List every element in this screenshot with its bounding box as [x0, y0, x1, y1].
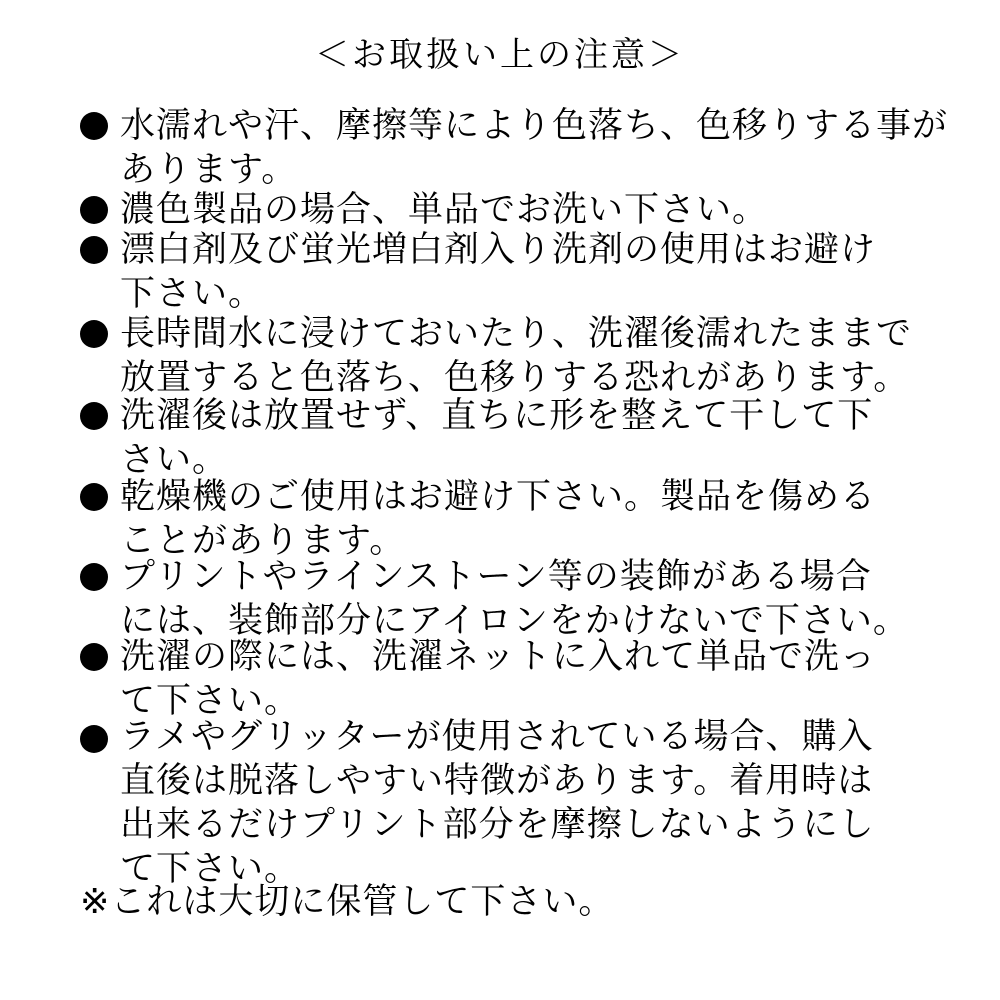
notice-line: ラメやグリッターが使用されている場合、購入 — [120, 717, 874, 757]
notice-line: 漂白剤及び蛍光増白剤入り洗剤の使用はお避け — [120, 230, 877, 270]
page-title: ＜お取扱い上の注意＞ — [315, 35, 685, 75]
bullet-icon — [80, 725, 108, 753]
notice-item — [120, 104, 990, 192]
notice-item — [120, 555, 990, 643]
notice-line: あります。 — [120, 150, 298, 190]
notice-line: ことがあります。 — [120, 521, 406, 561]
notice-line: 洗濯後は放置せず、直ちに形を整えて干して下 — [120, 396, 874, 436]
notice-line: には、装飾部分にアイロンをかけないで下さい。 — [120, 601, 909, 641]
bullet-icon — [80, 320, 108, 348]
notice-line: 下さい。 — [120, 274, 265, 314]
notice-item — [120, 312, 990, 400]
bullet-icon — [80, 643, 108, 671]
notice-line: 洗濯の際には、洗濯ネットに入れて単品で洗っ — [120, 637, 877, 677]
notice-line: て下さい。 — [120, 681, 301, 721]
notice-line: 出来るだけプリント部分を摩擦しないようにし — [120, 805, 875, 845]
bullet-icon — [80, 112, 108, 140]
notice-line: て下さい。 — [120, 849, 301, 889]
notice-item — [120, 635, 990, 723]
notice-line: プリントやラインストーン等の装飾がある場合 — [120, 557, 872, 597]
notice-line: さい。 — [120, 440, 229, 480]
notice-line: 乾燥機のご使用はお避け下さい。製品を傷める — [120, 477, 877, 517]
notice-line: 水濡れや汗、摩擦等により色落ち、色移りする事が — [120, 106, 949, 146]
notice-item — [120, 228, 990, 316]
notice-line: 濃色製品の場合、単品でお洗い下さい。 — [120, 190, 769, 230]
bullet-icon — [80, 236, 108, 264]
notice-line: 長時間水に浸けておいたり、洗濯後濡れたままで — [120, 314, 913, 354]
bullet-icon — [80, 483, 108, 511]
notice-line: 直後は脱落しやすい特徴があります。着用時は — [120, 761, 874, 801]
footer-note: ※これは大切に保管して下さい。 — [80, 882, 615, 922]
bullet-icon — [80, 402, 108, 430]
notice-item — [120, 188, 990, 232]
notice-item — [120, 394, 990, 482]
notice-item — [120, 715, 990, 891]
bullet-icon — [80, 563, 108, 591]
notice-item — [120, 475, 990, 563]
bullet-icon — [80, 196, 108, 224]
notice-line: 放置すると色落ち、色移りする恐れがあります。 — [120, 358, 910, 398]
